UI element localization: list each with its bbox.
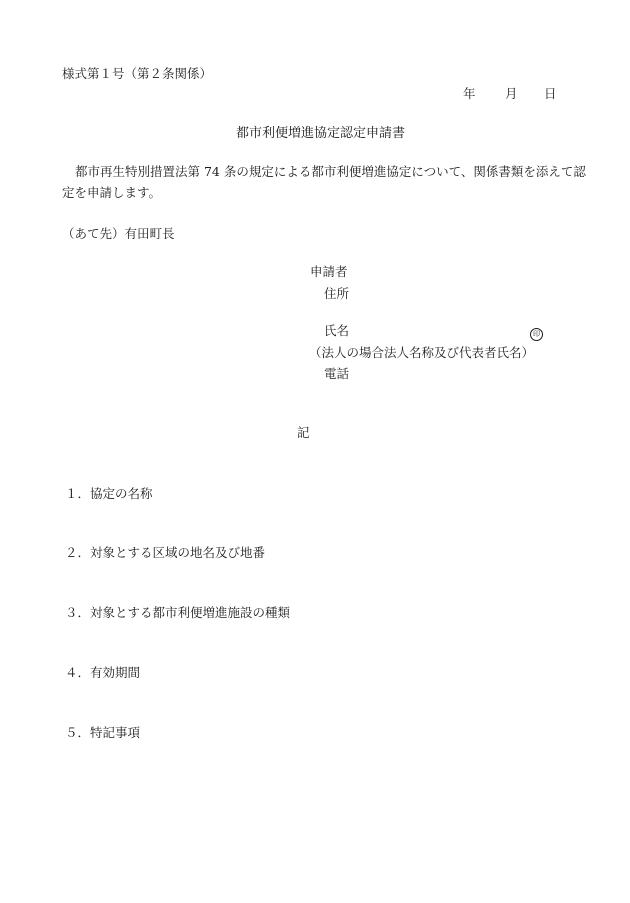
applicant-heading: 申請者 <box>310 264 348 279</box>
body-paragraph: 都市再生特別措置法第 74 条の規定による都市利便増進協定について、関係書類を添えて認定を申請します。 <box>62 164 586 200</box>
name-label: 氏名 <box>324 323 350 338</box>
seal-icon: 印 <box>530 328 543 341</box>
document-title: 都市利便増進協定認定申請書 <box>236 126 406 141</box>
ki-heading: 記 <box>297 425 310 440</box>
corporate-note: （法人の場合法人名称及び代表者氏名） <box>309 345 535 360</box>
form-number: 様式第１号（第２条関係） <box>62 66 213 81</box>
seal-mark <box>530 324 543 341</box>
phone-label: 電話 <box>324 366 350 381</box>
address-label: 住所 <box>324 286 350 301</box>
list-item: ３．対象とする都市利便増進施設の種類 <box>65 605 291 620</box>
date-year: 年 <box>463 86 476 101</box>
list-item: １．協定の名称 <box>65 486 153 501</box>
addressee: （あて先）有田町長 <box>62 226 175 241</box>
date-month: 月 <box>505 86 518 101</box>
list-item: ４．有効期間 <box>65 665 141 680</box>
list-item: ２．対象とする区域の地名及び地番 <box>65 545 266 560</box>
list-item: ５．特記事項 <box>65 725 141 740</box>
date-day: 日 <box>544 86 557 101</box>
